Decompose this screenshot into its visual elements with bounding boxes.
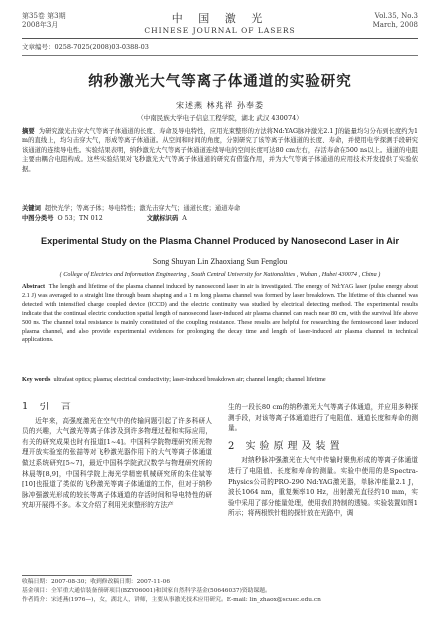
footnote bbox=[22, 578, 418, 605]
header-rule bbox=[22, 38, 418, 39]
fund-info: 基金项目：全军重大通信装备预研项目(BZY06001)和国家自然科学基金(50646037)资助课题。 bbox=[22, 588, 271, 594]
abstract-cn-label: 摘要 bbox=[22, 128, 35, 135]
journal-name-en: CHINESE JOURNAL OF LASERS bbox=[144, 26, 296, 35]
authors-en: Song Shuyan Lin Zhaoxiang Sun Fenglou bbox=[152, 257, 288, 266]
header-date-cn: 2008年3月 bbox=[22, 21, 59, 29]
section-1-text: 近年来，高强度激光在空气中的传输问题引起了许多科研人员的兴趣，大气激光等离子体涉及到许多物理过程和实际应用，有关的研究成果也时有报道[1~4]。中国科学院物理研究所光物理开放实验室的张喆等对飞秒激光器作用下的大气等离子体通道做过系统研究[5~7]，最近中国科学院武汉数学与物理研究所的林晨等[8,9]，中国科学院上海光学精密机械研究所的朱佳斌等[10]也报道了类似的飞秒激光等离子体通道的工作，但对于纳秒脉冲强激光形成的较长等离子体通道的存活时间和导电特性的研究却开展得不多。本文介绍了利用光束整形的方法产 bbox=[22, 416, 212, 510]
abstract-cn bbox=[22, 127, 418, 174]
header-volume-en: Vol.35, No.3 bbox=[374, 12, 418, 20]
abstract-en-label: Abstract bbox=[22, 283, 46, 290]
keywords-en-text: ultrafast optics; plasma; electrical conductivity; laser-induced breakdown air; channel length; channel lifetime bbox=[53, 376, 326, 383]
clc-value: O 53；TN 012 bbox=[57, 215, 103, 222]
affiliation-en: ( College of Electrics and Information Engineering , South Central University for Nationalities , Wuhan , Hubei 430074 , China ) bbox=[59, 271, 381, 278]
keywords-cn-label: 关键词 bbox=[22, 205, 41, 212]
doc-code-label: 文献标识码 bbox=[146, 215, 179, 222]
clc-label: 中图分类号 bbox=[22, 215, 54, 222]
section-1 bbox=[22, 402, 212, 578]
abstract-cn-text: 为研究激光击穿大气等离子体通道的长度、寿命及导电特性，应用光束整形的方法将Nd:YAG脉冲激光2.1 J的能量均匀分布到长度约为1 m的直线上，均匀击穿大气，形成等离子体通道。从空间和时间的角度，分别研究了该等离子体通道的长度、寿命，并使用电学探测手段研究该通道的连续导电性。实验结果表明，纳秒激光大气等离子体通道连续导电的空间长度可达80 cm左右，存活寿命在500 ns以上。通道的电阻主要由耦合电阻构成。这些实验结果对飞秒激光大气等离子体通道的研究有借鉴作用，并为大气等离子体通道的应用技术开发提供了实验依据。 bbox=[22, 128, 418, 173]
abstract-en bbox=[22, 283, 418, 345]
authors-cn: 宋述燕 林兆祥 孙奉娄 bbox=[175, 101, 265, 110]
doc-code-value: A bbox=[182, 215, 187, 222]
right-column bbox=[228, 402, 418, 578]
header-volume: 第35卷 第3期 bbox=[22, 12, 66, 20]
header-date-en: March, 2008 bbox=[372, 21, 418, 29]
keywords-cn-text: 超快光学；等离子体；导电特性；激光击穿大气；通道长度；通道寿命 bbox=[44, 205, 241, 212]
classification-cn bbox=[22, 214, 418, 223]
header-volume-info-en bbox=[373, 12, 418, 30]
received-date: 收稿日期：2007-08-30；收到修改稿日期：2007-11-06 bbox=[22, 579, 171, 585]
keywords-en-label: Key words bbox=[22, 376, 51, 383]
section-1-heading: 1 引 言 bbox=[22, 402, 75, 412]
keywords-cn bbox=[22, 204, 418, 213]
article-number: 文章编号：0258-7025(2008)03-0388-03 bbox=[22, 43, 149, 51]
section-2-heading: 2 实验原理及装置 bbox=[228, 440, 344, 452]
title-cn: 纳秒激光大气等离子体通道的实验研究 bbox=[88, 73, 352, 90]
abstract-en-text: The length and lifetime of the plasma channel induced by nanosecond laser in air is investigated. The energy of Nd:YAG laser (pulse energy about 2.1 J) was averaged to a straight line through beam shaping and a 1 m long plasma channel was formed by laser breakdown. The lifetime of this channel was detected with intensified charge coupled device (ICCD) and the electric continuity was studied by electrical detecting method. The experimental results indicate that the continual electric conduction spatial length of nanosecond laser-induced air plasma channel can reach near 80 cm, with the survival life above 500 ns. The channel total resistance is mainly constituted of the coupling resistance. These results are helpful for researching the femtosecond laser induced plasma channel, and also provide experimental evidences for prolonging the decay time and length of laser-induced air plasma channel in technical applications. bbox=[22, 283, 419, 344]
title-en: Experimental Study on the Plasma Channel Produced by Nanosecond Laser in Air bbox=[40, 236, 400, 246]
affiliation-cn: （中南民族大学电子信息工程学院，湖北 武汉 430074） bbox=[137, 114, 303, 122]
section-1-continued: 生的一段长80 cm的纳秒激光大气等离子体通道，并应用多种探测手段，对该等离子体通道进行了电阻值、通道长度和寿命的测量。 bbox=[228, 403, 418, 433]
keywords-en bbox=[22, 376, 418, 385]
section-2-text: 对纳秒脉冲强激光在大气中传输时聚焦形成的等离子体通道进行了电阻值、长度和寿命的测量。实验中使用的是Spectra-Physics公司的PRO-290 Nd:YAG激光器，单脉冲能量2.1 J，波长1064 nm，重复频率10 Hz，出射激光直径约10 mm，实验中采用了部分能量处理，使用我们特制的透镜。实验装置如图1所示；将两根铁针粗的探针放在光路中，调 bbox=[228, 456, 418, 518]
journal-name-cn: 中 国 激 光 bbox=[171, 12, 269, 25]
author-bio: 作者简介：宋述燕(1976—)，女，湖北人，讲师，主要从事激光技术应用研究。E-mail: lin_zhaox@scuec.edu.cn bbox=[22, 597, 321, 603]
article-number-rule bbox=[22, 55, 418, 56]
footnote-rule bbox=[22, 575, 132, 576]
